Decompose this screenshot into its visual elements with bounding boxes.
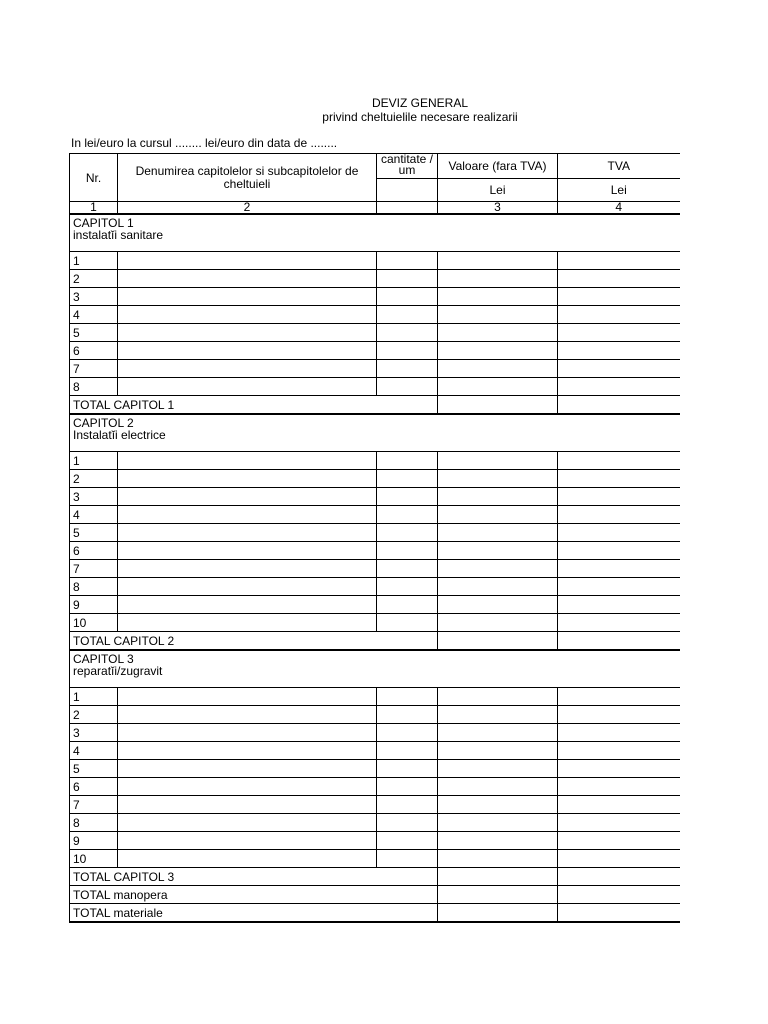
row-number: 10 bbox=[70, 850, 118, 868]
chapter-heading bbox=[70, 650, 680, 688]
row-valoare-cell[interactable] bbox=[438, 306, 558, 324]
row-denumire-cell[interactable] bbox=[118, 560, 377, 578]
row-number: 6 bbox=[70, 542, 118, 560]
row-cantitate-cell[interactable] bbox=[377, 832, 438, 850]
row-number: 2 bbox=[70, 470, 118, 488]
table-row bbox=[70, 596, 680, 614]
table-row bbox=[70, 614, 680, 632]
chapter-total-row bbox=[70, 396, 680, 415]
row-number: 5 bbox=[70, 760, 118, 778]
document-subtitle: privind cheltuielile necesare realizarii bbox=[322, 110, 518, 124]
row-denumire-cell[interactable] bbox=[118, 596, 377, 614]
chapter-heading bbox=[70, 214, 680, 252]
row-valoare-cell[interactable] bbox=[438, 724, 558, 742]
row-tva-cell[interactable] bbox=[558, 688, 680, 706]
row-tva-cell[interactable] bbox=[558, 578, 680, 596]
row-valoare-cell[interactable] bbox=[438, 778, 558, 796]
row-cantitate-cell[interactable] bbox=[377, 760, 438, 778]
grand-total-label: TOTAL manopera bbox=[70, 886, 438, 904]
row-valoare-cell[interactable] bbox=[438, 832, 558, 850]
row-number: 1 bbox=[70, 688, 118, 706]
table-row bbox=[70, 706, 680, 724]
grand-total-row bbox=[70, 904, 680, 923]
total-valoare-cell[interactable] bbox=[438, 886, 558, 904]
row-cantitate-cell[interactable] bbox=[377, 796, 438, 814]
row-tva-cell[interactable] bbox=[558, 742, 680, 760]
row-tva-cell[interactable] bbox=[558, 324, 680, 342]
estimate-table-body bbox=[70, 214, 680, 922]
table-row bbox=[70, 378, 680, 396]
row-cantitate-cell[interactable] bbox=[377, 252, 438, 270]
row-valoare-cell[interactable] bbox=[438, 596, 558, 614]
row-tva-cell[interactable] bbox=[558, 342, 680, 360]
column-number bbox=[377, 202, 438, 215]
row-tva-cell[interactable] bbox=[558, 524, 680, 542]
row-cantitate-cell[interactable] bbox=[377, 270, 438, 288]
row-tva-cell[interactable] bbox=[558, 706, 680, 724]
row-valoare-cell[interactable] bbox=[438, 542, 558, 560]
total-tva-cell[interactable] bbox=[558, 632, 680, 651]
chapter-title: CAPITOL 3 bbox=[73, 652, 134, 666]
header-nr: Nr. bbox=[70, 154, 118, 202]
row-cantitate-cell[interactable] bbox=[377, 706, 438, 724]
row-tva-cell[interactable] bbox=[558, 814, 680, 832]
table-row bbox=[70, 360, 680, 378]
row-tva-cell[interactable] bbox=[558, 506, 680, 524]
row-tva-cell[interactable] bbox=[558, 306, 680, 324]
row-cantitate-cell[interactable] bbox=[377, 342, 438, 360]
row-number: 7 bbox=[70, 360, 118, 378]
row-tva-cell[interactable] bbox=[558, 614, 680, 632]
row-cantitate-cell[interactable] bbox=[377, 850, 438, 868]
row-denumire-cell[interactable] bbox=[118, 360, 377, 378]
exchange-rate-line: In lei/euro la cursul ........ lei/euro din data de ........ bbox=[71, 136, 338, 150]
table-row bbox=[70, 560, 680, 578]
header-cantitate: cantitate / um bbox=[377, 154, 438, 179]
row-valoare-cell[interactable] bbox=[438, 524, 558, 542]
row-valoare-cell[interactable] bbox=[438, 614, 558, 632]
row-cantitate-cell[interactable] bbox=[377, 470, 438, 488]
row-valoare-cell[interactable] bbox=[438, 560, 558, 578]
row-number: 8 bbox=[70, 814, 118, 832]
chapter-name: Instalatĭi electrice bbox=[73, 428, 166, 442]
total-tva-cell[interactable] bbox=[558, 886, 680, 904]
row-tva-cell[interactable] bbox=[558, 360, 680, 378]
header-lei-tva: Lei bbox=[558, 179, 680, 202]
row-denumire-cell[interactable] bbox=[118, 324, 377, 342]
row-valoare-cell[interactable] bbox=[438, 488, 558, 506]
row-cantitate-cell[interactable] bbox=[377, 288, 438, 306]
table-row bbox=[70, 688, 680, 706]
row-valoare-cell[interactable] bbox=[438, 706, 558, 724]
row-denumire-cell[interactable] bbox=[118, 832, 377, 850]
table-row bbox=[70, 814, 680, 832]
row-tva-cell[interactable] bbox=[558, 378, 680, 396]
row-tva-cell[interactable] bbox=[558, 452, 680, 470]
column-number: 4 bbox=[558, 202, 680, 215]
table-row bbox=[70, 850, 680, 868]
chapter-title: CAPITOL 1 bbox=[73, 216, 134, 230]
row-tva-cell[interactable] bbox=[558, 542, 680, 560]
row-valoare-cell[interactable] bbox=[438, 324, 558, 342]
row-number: 3 bbox=[70, 288, 118, 306]
row-cantitate-cell[interactable] bbox=[377, 778, 438, 796]
header-cantitate-blank bbox=[377, 179, 438, 202]
row-number: 2 bbox=[70, 270, 118, 288]
row-number: 7 bbox=[70, 560, 118, 578]
row-denumire-cell[interactable] bbox=[118, 850, 377, 868]
row-cantitate-cell[interactable] bbox=[377, 688, 438, 706]
grand-total-label: TOTAL materiale bbox=[70, 904, 438, 923]
table-row bbox=[70, 778, 680, 796]
chapter-total-label: TOTAL CAPITOL 1 bbox=[70, 396, 438, 415]
row-tva-cell[interactable] bbox=[558, 288, 680, 306]
total-valoare-cell[interactable] bbox=[438, 396, 558, 415]
chapter-total-row bbox=[70, 632, 680, 651]
row-number: 9 bbox=[70, 596, 118, 614]
table-row bbox=[70, 578, 680, 596]
row-denumire-cell[interactable] bbox=[118, 524, 377, 542]
row-tva-cell[interactable] bbox=[558, 560, 680, 578]
header-denumire: Denumirea capitolelor si subcapitolelor de cheltuieli bbox=[118, 154, 377, 202]
row-number: 2 bbox=[70, 706, 118, 724]
row-denumire-cell[interactable] bbox=[118, 578, 377, 596]
row-number: 5 bbox=[70, 324, 118, 342]
row-valoare-cell[interactable] bbox=[438, 360, 558, 378]
grand-total-row bbox=[70, 886, 680, 904]
column-number: 3 bbox=[438, 202, 558, 215]
row-valoare-cell[interactable] bbox=[438, 850, 558, 868]
row-valoare-cell[interactable] bbox=[438, 470, 558, 488]
table-row bbox=[70, 724, 680, 742]
row-cantitate-cell[interactable] bbox=[377, 524, 438, 542]
row-cantitate-cell[interactable] bbox=[377, 360, 438, 378]
row-cantitate-cell[interactable] bbox=[377, 506, 438, 524]
row-denumire-cell[interactable] bbox=[118, 270, 377, 288]
column-number: 1 bbox=[70, 202, 118, 215]
estimate-table bbox=[69, 153, 680, 923]
row-denumire-cell[interactable] bbox=[118, 378, 377, 396]
row-denumire-cell[interactable] bbox=[118, 778, 377, 796]
total-valoare-cell[interactable] bbox=[438, 632, 558, 651]
row-cantitate-cell[interactable] bbox=[377, 578, 438, 596]
row-denumire-cell[interactable] bbox=[118, 724, 377, 742]
row-tva-cell[interactable] bbox=[558, 760, 680, 778]
row-valoare-cell[interactable] bbox=[438, 742, 558, 760]
row-denumire-cell[interactable] bbox=[118, 470, 377, 488]
row-tva-cell[interactable] bbox=[558, 470, 680, 488]
row-denumire-cell[interactable] bbox=[118, 252, 377, 270]
row-cantitate-cell[interactable] bbox=[377, 488, 438, 506]
row-denumire-cell[interactable] bbox=[118, 306, 377, 324]
total-tva-cell[interactable] bbox=[558, 396, 680, 415]
row-tva-cell[interactable] bbox=[558, 850, 680, 868]
chapter-title: CAPITOL 2 bbox=[73, 416, 134, 430]
row-tva-cell[interactable] bbox=[558, 488, 680, 506]
chapter-total-label: TOTAL CAPITOL 2 bbox=[70, 632, 438, 651]
table-row bbox=[70, 270, 680, 288]
total-tva-cell[interactable] bbox=[558, 868, 680, 886]
row-cantitate-cell[interactable] bbox=[377, 452, 438, 470]
table-row bbox=[70, 324, 680, 342]
row-number: 4 bbox=[70, 742, 118, 760]
row-number: 10 bbox=[70, 614, 118, 632]
chapter-name: instalatĭi sanitare bbox=[73, 228, 164, 242]
row-number: 1 bbox=[70, 452, 118, 470]
row-valoare-cell[interactable] bbox=[438, 288, 558, 306]
table-row bbox=[70, 506, 680, 524]
row-cantitate-cell[interactable] bbox=[377, 614, 438, 632]
row-denumire-cell[interactable] bbox=[118, 452, 377, 470]
row-cantitate-cell[interactable] bbox=[377, 742, 438, 760]
table-row bbox=[70, 832, 680, 850]
column-number: 2 bbox=[118, 202, 377, 215]
chapter-heading-row bbox=[70, 414, 680, 452]
table-row bbox=[70, 542, 680, 560]
row-valoare-cell[interactable] bbox=[438, 688, 558, 706]
row-denumire-cell[interactable] bbox=[118, 814, 377, 832]
table-row bbox=[70, 342, 680, 360]
row-number: 6 bbox=[70, 342, 118, 360]
row-valoare-cell[interactable] bbox=[438, 252, 558, 270]
row-cantitate-cell[interactable] bbox=[377, 306, 438, 324]
header-valoare: Valoare (fara TVA) bbox=[438, 154, 558, 179]
row-valoare-cell[interactable] bbox=[438, 342, 558, 360]
row-denumire-cell[interactable] bbox=[118, 488, 377, 506]
row-denumire-cell[interactable] bbox=[118, 742, 377, 760]
table-row bbox=[70, 306, 680, 324]
row-tva-cell[interactable] bbox=[558, 832, 680, 850]
row-number: 4 bbox=[70, 506, 118, 524]
row-number: 1 bbox=[70, 252, 118, 270]
table-row bbox=[70, 524, 680, 542]
row-cantitate-cell[interactable] bbox=[377, 324, 438, 342]
total-tva-cell[interactable] bbox=[558, 904, 680, 923]
row-denumire-cell[interactable] bbox=[118, 796, 377, 814]
table-row bbox=[70, 742, 680, 760]
row-cantitate-cell[interactable] bbox=[377, 724, 438, 742]
table-row bbox=[70, 760, 680, 778]
row-denumire-cell[interactable] bbox=[118, 506, 377, 524]
table-row bbox=[70, 488, 680, 506]
header-lei-valoare: Lei bbox=[438, 179, 558, 202]
header-tva: TVA bbox=[558, 154, 680, 179]
total-valoare-cell[interactable] bbox=[438, 868, 558, 886]
row-number: 8 bbox=[70, 378, 118, 396]
row-number: 3 bbox=[70, 724, 118, 742]
row-number: 4 bbox=[70, 306, 118, 324]
row-denumire-cell[interactable] bbox=[118, 688, 377, 706]
chapter-name: reparatĭi/zugravit bbox=[73, 664, 163, 678]
total-valoare-cell[interactable] bbox=[438, 904, 558, 923]
row-number: 7 bbox=[70, 796, 118, 814]
chapter-heading bbox=[70, 414, 680, 452]
row-tva-cell[interactable] bbox=[558, 596, 680, 614]
row-cantitate-cell[interactable] bbox=[377, 596, 438, 614]
row-tva-cell[interactable] bbox=[558, 778, 680, 796]
row-denumire-cell[interactable] bbox=[118, 760, 377, 778]
row-cantitate-cell[interactable] bbox=[377, 814, 438, 832]
chapter-heading-row bbox=[70, 650, 680, 688]
row-number: 3 bbox=[70, 488, 118, 506]
row-valoare-cell[interactable] bbox=[438, 270, 558, 288]
row-valoare-cell[interactable] bbox=[438, 452, 558, 470]
row-valoare-cell[interactable] bbox=[438, 814, 558, 832]
row-tva-cell[interactable] bbox=[558, 724, 680, 742]
row-tva-cell[interactable] bbox=[558, 252, 680, 270]
table-row bbox=[70, 470, 680, 488]
row-valoare-cell[interactable] bbox=[438, 760, 558, 778]
row-denumire-cell[interactable] bbox=[118, 342, 377, 360]
row-cantitate-cell[interactable] bbox=[377, 378, 438, 396]
row-valoare-cell[interactable] bbox=[438, 578, 558, 596]
table-row bbox=[70, 452, 680, 470]
row-tva-cell[interactable] bbox=[558, 796, 680, 814]
chapter-heading-row bbox=[70, 214, 680, 252]
row-number: 5 bbox=[70, 524, 118, 542]
row-number: 8 bbox=[70, 578, 118, 596]
row-valoare-cell[interactable] bbox=[438, 506, 558, 524]
chapter-total-row bbox=[70, 868, 680, 886]
row-number: 9 bbox=[70, 832, 118, 850]
table-row bbox=[70, 796, 680, 814]
row-denumire-cell[interactable] bbox=[118, 614, 377, 632]
row-denumire-cell[interactable] bbox=[118, 288, 377, 306]
row-denumire-cell[interactable] bbox=[118, 706, 377, 724]
row-denumire-cell[interactable] bbox=[118, 542, 377, 560]
row-valoare-cell[interactable] bbox=[438, 796, 558, 814]
row-tva-cell[interactable] bbox=[558, 270, 680, 288]
table-row bbox=[70, 288, 680, 306]
row-cantitate-cell[interactable] bbox=[377, 560, 438, 578]
chapter-total-label: TOTAL CAPITOL 3 bbox=[70, 868, 438, 886]
row-valoare-cell[interactable] bbox=[438, 378, 558, 396]
table-row bbox=[70, 252, 680, 270]
row-number: 6 bbox=[70, 778, 118, 796]
row-cantitate-cell[interactable] bbox=[377, 542, 438, 560]
document-title: DEVIZ GENERAL bbox=[371, 96, 469, 110]
